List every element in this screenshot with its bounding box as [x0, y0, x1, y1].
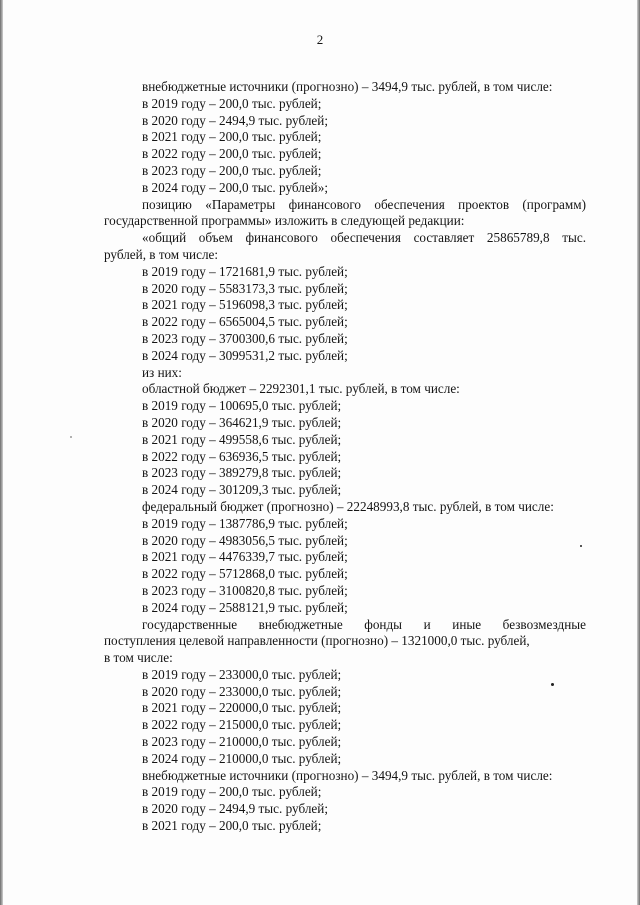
document-line: внебюджетные источники (прогнозно) – 3494,9 тыс. рублей, в том числе: [142, 79, 553, 94]
document-line: в 2021 году – 200,0 тыс. рублей; [142, 129, 322, 145]
scan-speck [580, 545, 582, 547]
document-line: государственные внебюджетные фонды и иные безвозмездные [142, 616, 586, 632]
document-line: в том числе: [104, 650, 173, 666]
scan-edge-left [0, 0, 3, 905]
document-line: в 2022 году – 200,0 тыс. рублей; [142, 146, 322, 162]
document-line: в 2024 году – 2588121,9 тыс. рублей; [142, 599, 348, 615]
document-line: в 2021 году – 4476339,7 тыс. рублей; [142, 549, 348, 565]
document-line: в 2023 году – 3100820,8 тыс. рублей; [142, 582, 348, 598]
document-line: в 2023 году – 3700300,6 тыс. рублей; [142, 330, 348, 346]
document-line: в 2019 году – 200,0 тыс. рублей; [142, 784, 322, 800]
document-line: из них: [142, 364, 182, 380]
document-line: в 2021 году – 220000,0 тыс. рублей; [142, 700, 342, 716]
page-number: 2 [316, 32, 324, 47]
document-line: в 2022 году – 6565004,5 тыс. рублей; [142, 314, 348, 330]
scan-speck [70, 436, 72, 438]
document-line: «общий объем финансового обеспечения составляет 25865789,8 тыс. [142, 230, 586, 246]
scan-speck [551, 683, 554, 686]
document-line: в 2022 году – 5712868,0 тыс. рублей; [142, 566, 348, 582]
document-line: в 2024 году – 210000,0 тыс. рублей; [142, 750, 342, 766]
document-line: поступления целевой направленности (прогнозно) – 1321000,0 тыс. рублей, [104, 633, 530, 649]
document-line: в 2020 году – 5583173,3 тыс. рублей; [142, 280, 348, 296]
document-line: в 2022 году – 215000,0 тыс. рублей; [142, 717, 342, 733]
document-line: в 2021 году – 200,0 тыс. рублей; [142, 818, 322, 834]
document-line: рублей, в том числе: [104, 246, 219, 262]
document-line: в 2024 году – 200,0 тыс. рублей»; [142, 179, 328, 195]
document-line: в 2019 году – 1721681,9 тыс. рублей; [142, 263, 348, 279]
document-line: в 2020 году – 2494,9 тыс. рублей; [142, 801, 328, 817]
document-line: федеральный бюджет (прогнозно) – 22248993,8 тыс. рублей, в том числе: [142, 498, 554, 514]
document-line: в 2019 году – 1387786,9 тыс. рублей; [142, 515, 348, 531]
document-line: в 2023 году – 200,0 тыс. рублей; [142, 162, 322, 178]
document-line: в 2020 году – 364621,9 тыс. рублей; [142, 414, 342, 430]
document-line: в 2024 году – 3099531,2 тыс. рублей; [142, 347, 348, 363]
document-line: в 2021 году – 5196098,3 тыс. рублей; [142, 297, 348, 313]
document-line: государственной программы» изложить в следующей редакции: [104, 213, 465, 229]
document-line: позицию «Параметры финансового обеспечения проектов (программ) [142, 196, 586, 212]
document-line: в 2020 году – 4983056,5 тыс. рублей; [142, 532, 348, 548]
document-line: в 2023 году – 389279,8 тыс. рублей; [142, 465, 342, 481]
document-body [104, 79, 586, 835]
document-line: в 2019 году – 233000,0 тыс. рублей; [142, 666, 342, 682]
document-line: внебюджетные источники (прогнозно) – 3494,9 тыс. рублей, в том числе: [142, 767, 553, 783]
document-line: в 2020 году – 2494,9 тыс. рублей; [142, 112, 328, 128]
document-line: в 2021 году – 499558,6 тыс. рублей; [142, 431, 342, 447]
document-line: в 2020 году – 233000,0 тыс. рублей; [142, 683, 342, 699]
document-line: в 2019 году – 100695,0 тыс. рублей; [142, 398, 342, 414]
document-line: в 2019 году – 200,0 тыс. рублей; [142, 95, 322, 111]
document-line: в 2022 году – 636936,5 тыс. рублей; [142, 448, 342, 464]
document-line: в 2024 году – 301209,3 тыс. рублей; [142, 482, 342, 498]
document-line: в 2023 году – 210000,0 тыс. рублей; [142, 734, 342, 750]
document-line: областной бюджет – 2292301,1 тыс. рублей, в том числе: [142, 381, 460, 397]
